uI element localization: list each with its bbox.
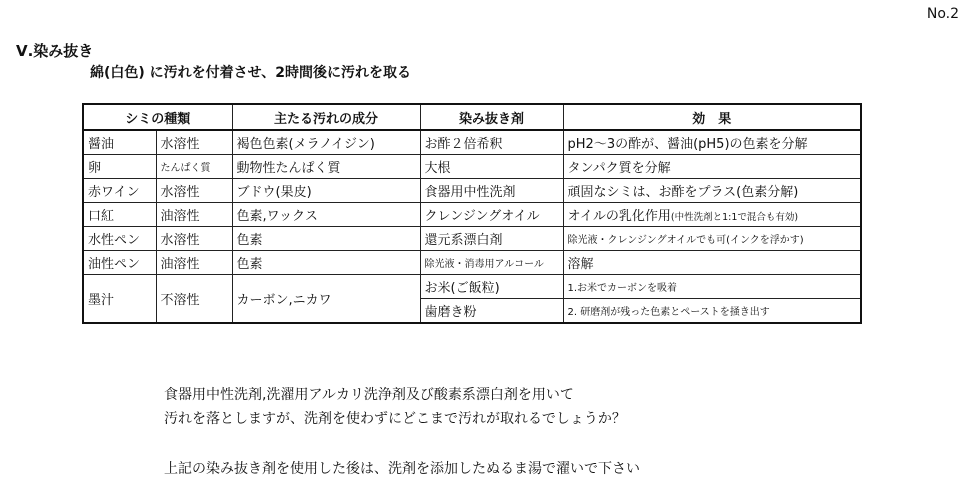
stain-cell: 油性ペン	[83, 251, 156, 275]
solubility-cell: 油溶性	[156, 203, 232, 227]
table-header-row	[83, 104, 861, 130]
remover-cell: 歯磨き粉	[420, 299, 563, 324]
effect-note: (中性洗剤と1:1で混合も有効)	[670, 212, 799, 223]
effect-cell: 1.お米でカーボンを吸着	[563, 275, 861, 299]
header-effect: 効 果	[563, 104, 861, 130]
stain-cell: 赤ワイン	[83, 179, 156, 203]
table-row	[83, 227, 861, 251]
effect-text: オイルの乳化作用	[567, 209, 671, 224]
solubility-cell: 水溶性	[156, 179, 232, 203]
effect-cell: 頑固なシミは、お酢をプラス(色素分解)	[563, 179, 861, 203]
remover-cell: お米(ご飯粒)	[420, 275, 563, 299]
component-cell: カーボン,ニカワ	[232, 275, 420, 324]
effect-cell: pH2～3の酢が、醤油(pH5)の色素を分解	[563, 130, 861, 155]
table-row	[83, 251, 861, 275]
remover-cell: クレンジングオイル	[420, 203, 563, 227]
page-number: No.2	[926, 6, 959, 22]
component-cell: 色素,ワックス	[232, 203, 420, 227]
solubility-cell: 油溶性	[156, 251, 232, 275]
component-cell: 色素	[232, 227, 420, 251]
stain-cell: 口紅	[83, 203, 156, 227]
stain-cell: 醤油	[83, 130, 156, 155]
remover-cell: 食器用中性洗剤	[420, 179, 563, 203]
component-cell: 褐色色素(メラノイジン)	[232, 130, 420, 155]
stain-cell: 墨汁	[83, 275, 156, 324]
solubility-cell: 不溶性	[156, 275, 232, 324]
header-component: 主たる汚れの成分	[232, 104, 420, 130]
component-cell: 色素	[232, 251, 420, 275]
effect-cell: 溶解	[563, 251, 861, 275]
component-cell: ブドウ(果皮)	[232, 179, 420, 203]
header-remover: 染み抜き剤	[420, 104, 563, 130]
effect-cell: タンパク質を分解	[563, 155, 861, 179]
stain-cell: 水性ペン	[83, 227, 156, 251]
table-row	[83, 179, 861, 203]
effect-cell: 除光液・クレンジングオイルでも可(インクを浮かす)	[563, 227, 861, 251]
header-stain-type: シミの種類	[83, 104, 232, 130]
section-title: Ⅴ.染み抜き	[16, 42, 94, 60]
table-row	[83, 155, 861, 179]
solubility-cell: 水溶性	[156, 227, 232, 251]
note-line: 汚れを落としますが、洗剤を使わずにどこまで汚れが取れるでしょうか？	[164, 411, 626, 427]
note-line: 食器用中性洗剤,洗濯用アルカリ洗浄剤及び酸素系漂白剤を用いて	[164, 387, 574, 403]
note-line: 上記の染み抜き剤を使用した後は、洗剤を添加したぬるま湯で濯いで下さい	[164, 461, 640, 477]
remover-cell: お酢２倍希釈	[420, 130, 563, 155]
component-cell: 動物性たんぱく質	[232, 155, 420, 179]
remover-cell: 還元系漂白剤	[420, 227, 563, 251]
table-row	[83, 275, 861, 299]
solubility-cell: たんぱく質	[156, 155, 232, 179]
effect-cell	[563, 203, 861, 227]
stain-cell: 卵	[83, 155, 156, 179]
table-row	[83, 203, 861, 227]
effect-cell: 2. 研磨剤が残った色素とペーストを掻き出す	[563, 299, 861, 324]
subtitle: 綿(白色) に汚れを付着させ、2時間後に汚れを取る	[90, 65, 411, 81]
remover-cell: 除光液・消毒用アルコール	[420, 251, 563, 275]
solubility-cell: 水溶性	[156, 130, 232, 155]
remover-cell: 大根	[420, 155, 563, 179]
stain-removal-table	[82, 103, 862, 324]
table-row	[83, 130, 861, 155]
